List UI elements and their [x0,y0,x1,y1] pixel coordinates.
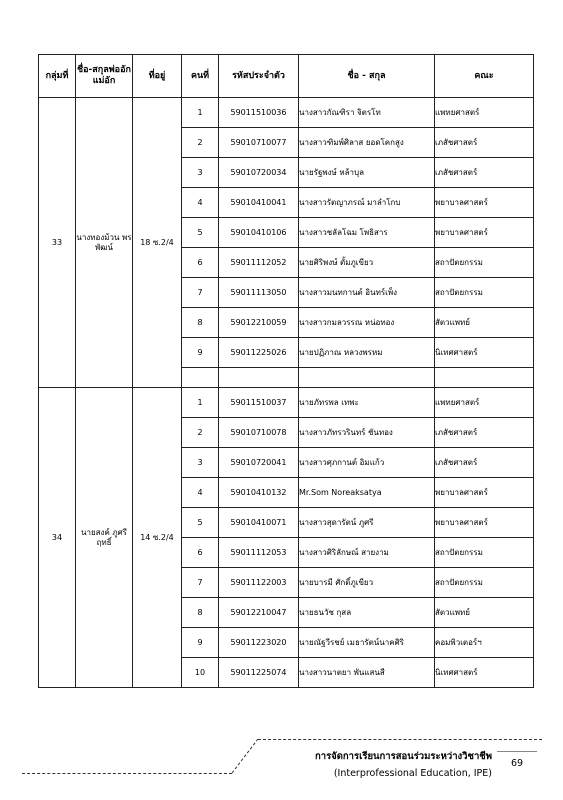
member-number: 1 [182,98,219,128]
page-number-divider [497,751,537,752]
faculty: พยาบาลศาสตร์ [435,218,534,248]
member-number: 4 [182,478,219,508]
student-id: 59010410132 [219,478,299,508]
member-number: 4 [182,188,219,218]
faculty: สัตวแพทย์ [435,598,534,628]
student-name: นางสาวกัณฑิรา จิตรโท [299,98,435,128]
faculty: เภสัชศาสตร์ [435,418,534,448]
member-number: 2 [182,418,219,448]
member-number: 9 [182,628,219,658]
student-id: 59011122003 [219,568,299,598]
student-id: 59011113050 [219,278,299,308]
faculty: นิเทศศาสตร์ [435,338,534,368]
student-name: นายปฏิภาณ หลวงพรหม [299,338,435,368]
student-id: 59010710077 [219,128,299,158]
student-id: 59011223020 [219,628,299,658]
student-id: 59010720034 [219,158,299,188]
student-id: 59010410071 [219,508,299,538]
faculty: แพทยศาสตร์ [435,388,534,418]
group-number: 34 [39,388,76,688]
member-number: 3 [182,448,219,478]
header-faculty: คณะ [435,55,534,98]
room-address: 18 ซ.2/4 [133,98,182,388]
student-name: นางสาวนาตยา พันแสนสี [299,658,435,688]
faculty: สถาปัตยกรรม [435,538,534,568]
student-name: Mr.Som Noreaksatya [299,478,435,508]
header-room: ที่อยู่ [133,55,182,98]
host-parent-name: นายสงค์ ภูศรี ฤทธิ์ [76,388,133,688]
member-number: 7 [182,568,219,598]
student-name: นางสาวกมลวรรณ หน่อทอง [299,308,435,338]
student-id: 59011112053 [219,538,299,568]
faculty: เภสัชศาสตร์ [435,448,534,478]
student-name: นายณัฐวีรชย์ เมธารัตน์นาคศิริ [299,628,435,658]
faculty: เภสัชศาสตร์ [435,128,534,158]
faculty: นิเทศศาสตร์ [435,658,534,688]
header-number: คนที่ [182,55,219,98]
member-number: 10 [182,658,219,688]
member-number: 7 [182,278,219,308]
student-name: นายรัฐพงษ์ หล้าบุล [299,158,435,188]
student-name: นางสาวรัตญาภรณ์ มาลำโกบ [299,188,435,218]
faculty: สถาปัตยกรรม [435,248,534,278]
member-number: 8 [182,598,219,628]
member-number: 5 [182,508,219,538]
footer-dashed-line-top [258,739,542,740]
host-parent-name: นางทองม้วน พรพัฒน์ [76,98,133,388]
student-id: 59011510037 [219,388,299,418]
student-id: 59011510036 [219,98,299,128]
page-number: 69 [510,758,524,769]
student-id: 59010410106 [219,218,299,248]
student-id: 59010720041 [219,448,299,478]
header-group: กลุ่มที่ [39,55,76,98]
member-number: 6 [182,248,219,278]
faculty: สถาปัตยกรรม [435,568,534,598]
faculty: พยาบาลศาสตร์ [435,478,534,508]
footer-dashed-line-bottom [22,773,232,774]
room-address: 14 ซ.2/4 [133,388,182,688]
faculty: สัตวแพทย์ [435,308,534,338]
student-id: 59012210059 [219,308,299,338]
group-number: 33 [39,98,76,388]
member-number: 6 [182,538,219,568]
student-name: นายธนวัช กุสล [299,598,435,628]
student-name: นางสาวศิริลักษณ์ สายงาม [299,538,435,568]
student-name: นายภัทรพล เทพะ [299,388,435,418]
faculty: พยาบาลศาสตร์ [435,508,534,538]
student-id: 59011225074 [219,658,299,688]
member-number: 8 [182,308,219,338]
student-id: 59011112052 [219,248,299,278]
student-name: นางสาวฑิมพ์ศิลาส ยอดโคกสูง [299,128,435,158]
faculty: คอมพิวเตอร์ฯ [435,628,534,658]
faculty: เภสัชศาสตร์ [435,158,534,188]
student-name: นายศิริพงษ์ ตั้มภูเขียว [299,248,435,278]
faculty: แพทยศาสตร์ [435,98,534,128]
student-name: นางสาวศุภกานต์ อิมแก้ว [299,448,435,478]
member-number: 1 [182,388,219,418]
member-number: 3 [182,158,219,188]
member-number: 5 [182,218,219,248]
member-number: 9 [182,338,219,368]
footer-title-thai: การจัดการเรียนการสอนร่วมระหว่างวิชาชีพ [314,751,492,762]
faculty: พยาบาลศาสตร์ [435,188,534,218]
student-name: นางสาวชลัลโฉม โพธิสาร [299,218,435,248]
faculty: สถาปัตยกรรม [435,278,534,308]
header-student-id: รหัสประจำตัว [219,55,299,98]
student-id: 59010710078 [219,418,299,448]
header-parent: ชื่อ-สกุลพ่ออักแม่อัก [76,55,133,98]
student-name: นางสาวสุดารัตน์ ภูศรี [299,508,435,538]
student-id: 59010410041 [219,188,299,218]
student-id: 59011225026 [219,338,299,368]
student-id: 59012210047 [219,598,299,628]
student-name: นางสาวภัทรวรินทร์ ชันทอง [299,418,435,448]
header-name: ชื่อ - สกุล [299,55,435,98]
footer-title-english: (Interprofessional Education, IPE) [333,768,492,779]
member-number: 2 [182,128,219,158]
student-name: นางสาวมนทกานต์ อินทร์เพ็ง [299,278,435,308]
student-name: นายบารมี ศักดิ์ภูเขียว [299,568,435,598]
